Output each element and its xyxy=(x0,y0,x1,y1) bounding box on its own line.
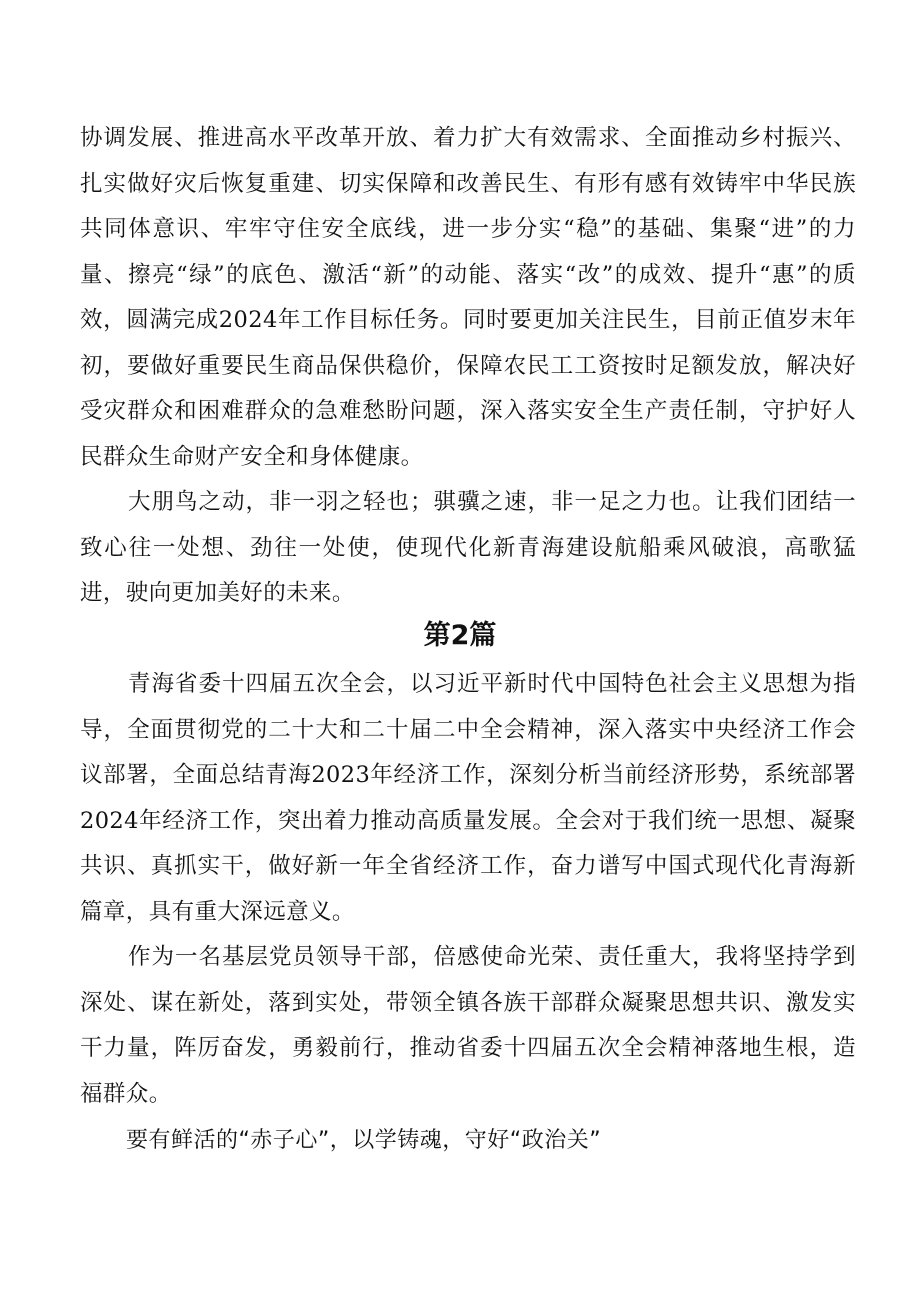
paragraph-continuation: 协调发展、推进高水平改革开放、着力扩大有效需求、全面推动乡村振兴、扎实做好灾后恢复重建、切实保障和改善民生、有形有感有效铸牢中华民族共同体意识、牢牢守住安全底线，进一步分实“稳”的基础、集聚“进”的力量、擦亮“绿”的底色、激活“新”的动能、落实“改”的成效、提升“惠”的质效，圆满完成2024年工作目标任务。同时要更加关注民生，目前正值岁末年初，要做好重要民生商品保供稳价，保障农民工工资按时足额发放，解决好受灾群众和困难群众的急难愁盼问题，深入落实安全生产责任制，守护好人民群众生命财产安全和身体健康。 xyxy=(80,125,856,470)
section-title: 第2篇 xyxy=(423,620,497,651)
paragraph-commitment: 作为一名基层党员领导干部，倍感使命光荣、责任重大，我将坚持学到深处、谋在新处，落到实处，带领全镇各族干部群众凝聚思想共识、激发实干力量，阵厉奋发，勇毅前行，推动省委十四届五次全会精神落地生根，造福群众。 xyxy=(80,944,856,1107)
paragraph-intro: 青海省委十四届五次全会，以习近平新时代中国特色社会主义思想为指导，全面贯彻党的二十大和二十届二中全会精神，深入落实中央经济工作会议部署，全面总结青海2023年经济工作，深刻分析当前经济形势，系统部署2024年经济工作，突出着力推动高质量发展。全会对于我们统一思想、凝聚共识、真抓实干，做好新一年全省经济工作，奋力谱写中国式现代化青海新篇章，具有重大深远意义。 xyxy=(80,671,856,925)
paragraph-closing: 大朋鸟之动，非一羽之轻也；骐骥之速，非一足之力也。让我们团结一致心往一处想、劲往一处使，使现代化新青海建设航船乘风破浪，高歌猛进，驶向更加美好的未来。 xyxy=(80,489,856,606)
section-subheading: 要有鲜活的“赤子心”，以学铸魂，守好“政治关” xyxy=(126,1128,602,1153)
